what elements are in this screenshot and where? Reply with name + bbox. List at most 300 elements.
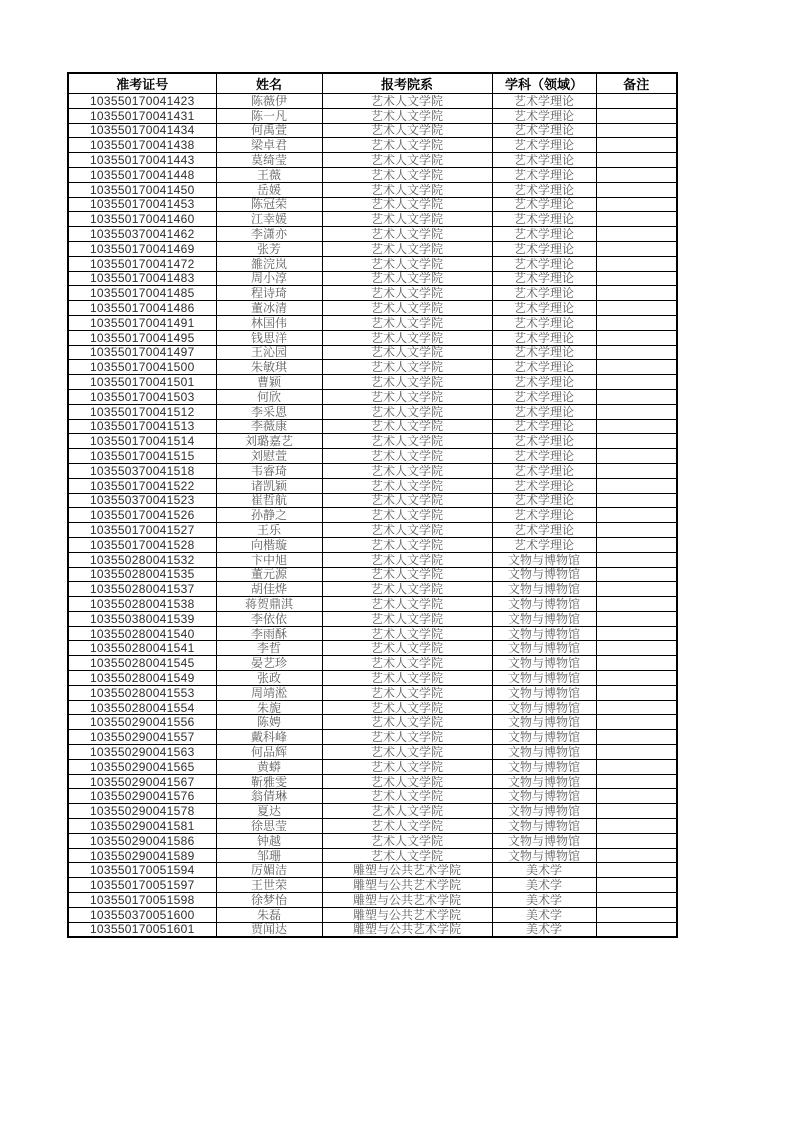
department-cell: 艺术人文学院	[322, 197, 492, 212]
note-cell	[596, 700, 677, 715]
field-cell: 艺术学理论	[492, 167, 596, 182]
name-cell: 钱思洋	[216, 330, 322, 345]
department-cell: 雕塑与公共艺术学院	[322, 863, 492, 878]
note-cell	[596, 671, 677, 686]
ticket-number-cell: 103550170041483	[68, 271, 216, 286]
note-cell	[596, 848, 677, 863]
field-cell: 文物与博物馆	[492, 671, 596, 686]
ticket-number-cell: 103550170041491	[68, 315, 216, 330]
field-cell: 文物与博物馆	[492, 611, 596, 626]
field-cell: 文物与博物馆	[492, 730, 596, 745]
name-cell: 邹珊	[216, 848, 322, 863]
table-row	[68, 315, 677, 330]
name-cell: 王沁园	[216, 345, 322, 360]
note-cell	[596, 611, 677, 626]
table-row	[68, 833, 677, 848]
table-row	[68, 286, 677, 301]
table-row	[68, 375, 677, 390]
name-cell: 李雨酥	[216, 626, 322, 641]
table-row	[68, 345, 677, 360]
header-row	[68, 73, 677, 94]
table-row	[68, 893, 677, 908]
field-cell: 艺术学理论	[492, 108, 596, 123]
name-cell: 李依依	[216, 611, 322, 626]
field-cell: 艺术学理论	[492, 508, 596, 523]
note-cell	[596, 508, 677, 523]
department-cell: 艺术人文学院	[322, 463, 492, 478]
name-cell: 崔哲航	[216, 493, 322, 508]
name-cell: 张芳	[216, 241, 322, 256]
table-row	[68, 227, 677, 242]
name-cell: 梁卓君	[216, 138, 322, 153]
note-cell	[596, 345, 677, 360]
name-cell: 王世荣	[216, 878, 322, 893]
department-cell: 艺术人文学院	[322, 375, 492, 390]
ticket-number-cell: 103550370041523	[68, 493, 216, 508]
department-cell: 艺术人文学院	[322, 523, 492, 538]
header-ticket-number: 准考证号	[68, 73, 216, 94]
ticket-number-cell: 103550290041586	[68, 833, 216, 848]
ticket-number-cell: 103550370051600	[68, 907, 216, 922]
name-cell: 夏达	[216, 804, 322, 819]
field-cell: 艺术学理论	[492, 449, 596, 464]
note-cell	[596, 537, 677, 552]
ticket-number-cell: 103550280041549	[68, 671, 216, 686]
field-cell: 艺术学理论	[492, 256, 596, 271]
note-cell	[596, 315, 677, 330]
table-row	[68, 508, 677, 523]
note-cell	[596, 863, 677, 878]
table-row	[68, 463, 677, 478]
table-row	[68, 167, 677, 182]
field-cell: 艺术学理论	[492, 330, 596, 345]
department-cell: 艺术人文学院	[322, 271, 492, 286]
field-cell: 文物与博物馆	[492, 819, 596, 834]
name-cell: 蒋贺鼎淇	[216, 597, 322, 612]
candidate-roster-table	[67, 72, 678, 938]
ticket-number-cell: 103550170041472	[68, 256, 216, 271]
note-cell	[596, 434, 677, 449]
note-cell	[596, 922, 677, 937]
name-cell: 徐思莹	[216, 819, 322, 834]
ticket-number-cell: 103550170041423	[68, 94, 216, 109]
name-cell: 陈薇伊	[216, 94, 322, 109]
ticket-number-cell: 103550170041443	[68, 153, 216, 168]
table-row	[68, 863, 677, 878]
note-cell	[596, 241, 677, 256]
note-cell	[596, 404, 677, 419]
table-row	[68, 819, 677, 834]
note-cell	[596, 463, 677, 478]
department-cell: 艺术人文学院	[322, 227, 492, 242]
table-row	[68, 789, 677, 804]
ticket-number-cell: 103550170041431	[68, 108, 216, 123]
field-cell: 艺术学理论	[492, 478, 596, 493]
name-cell: 莫绮莹	[216, 153, 322, 168]
table-row	[68, 256, 677, 271]
table-body	[68, 94, 677, 937]
field-cell: 艺术学理论	[492, 463, 596, 478]
field-cell: 艺术学理论	[492, 375, 596, 390]
department-cell: 艺术人文学院	[322, 848, 492, 863]
name-cell: 陈冠荣	[216, 197, 322, 212]
field-cell: 艺术学理论	[492, 404, 596, 419]
ticket-number-cell: 103550290041581	[68, 819, 216, 834]
ticket-number-cell: 103550170051601	[68, 922, 216, 937]
ticket-number-cell: 103550170041503	[68, 389, 216, 404]
table-row	[68, 656, 677, 671]
note-cell	[596, 271, 677, 286]
department-cell: 艺术人文学院	[322, 241, 492, 256]
field-cell: 文物与博物馆	[492, 641, 596, 656]
table-row	[68, 153, 677, 168]
note-cell	[596, 685, 677, 700]
table-row	[68, 241, 677, 256]
department-cell: 艺术人文学院	[322, 774, 492, 789]
note-cell	[596, 227, 677, 242]
name-cell: 何欣	[216, 389, 322, 404]
table-row	[68, 685, 677, 700]
department-cell: 艺术人文学院	[322, 212, 492, 227]
department-cell: 艺术人文学院	[322, 419, 492, 434]
table-row	[68, 700, 677, 715]
department-cell: 艺术人文学院	[322, 611, 492, 626]
name-cell: 曹颖	[216, 375, 322, 390]
table-row	[68, 745, 677, 760]
table-row	[68, 212, 677, 227]
department-cell: 艺术人文学院	[322, 153, 492, 168]
department-cell: 艺术人文学院	[322, 759, 492, 774]
field-cell: 文物与博物馆	[492, 626, 596, 641]
ticket-number-cell: 103550380041539	[68, 611, 216, 626]
note-cell	[596, 523, 677, 538]
department-cell: 艺术人文学院	[322, 819, 492, 834]
field-cell: 文物与博物馆	[492, 759, 596, 774]
department-cell: 艺术人文学院	[322, 685, 492, 700]
name-cell: 程诗琦	[216, 286, 322, 301]
ticket-number-cell: 103550170051597	[68, 878, 216, 893]
table-row	[68, 389, 677, 404]
name-cell: 戴科峰	[216, 730, 322, 745]
field-cell: 美术学	[492, 878, 596, 893]
table-row	[68, 567, 677, 582]
note-cell	[596, 552, 677, 567]
note-cell	[596, 212, 677, 227]
ticket-number-cell: 103550170041522	[68, 478, 216, 493]
note-cell	[596, 301, 677, 316]
name-cell: 韦睿琦	[216, 463, 322, 478]
field-cell: 文物与博物馆	[492, 833, 596, 848]
ticket-number-cell: 103550280041541	[68, 641, 216, 656]
department-cell: 艺术人文学院	[322, 478, 492, 493]
name-cell: 何禹萱	[216, 123, 322, 138]
ticket-number-cell: 103550170041469	[68, 241, 216, 256]
note-cell	[596, 893, 677, 908]
name-cell: 李哲	[216, 641, 322, 656]
ticket-number-cell: 103550170041501	[68, 375, 216, 390]
table-row	[68, 197, 677, 212]
field-cell: 艺术学理论	[492, 94, 596, 109]
field-cell: 艺术学理论	[492, 360, 596, 375]
ticket-number-cell: 103550280041540	[68, 626, 216, 641]
department-cell: 艺术人文学院	[322, 449, 492, 464]
note-cell	[596, 138, 677, 153]
department-cell: 艺术人文学院	[322, 108, 492, 123]
ticket-number-cell: 103550170041512	[68, 404, 216, 419]
ticket-number-cell: 103550170041527	[68, 523, 216, 538]
ticket-number-cell: 103550280041538	[68, 597, 216, 612]
department-cell: 艺术人文学院	[322, 715, 492, 730]
department-cell: 艺术人文学院	[322, 582, 492, 597]
ticket-number-cell: 103550290041567	[68, 774, 216, 789]
table-row	[68, 582, 677, 597]
field-cell: 文物与博物馆	[492, 804, 596, 819]
table-row	[68, 271, 677, 286]
name-cell: 翁倩琳	[216, 789, 322, 804]
note-cell	[596, 153, 677, 168]
name-cell: 李采恩	[216, 404, 322, 419]
name-cell: 李薇康	[216, 419, 322, 434]
note-cell	[596, 360, 677, 375]
name-cell: 王薇	[216, 167, 322, 182]
header-field: 学科（领域）	[492, 73, 596, 94]
ticket-number-cell: 103550170041434	[68, 123, 216, 138]
name-cell: 向楷璇	[216, 537, 322, 552]
field-cell: 艺术学理论	[492, 493, 596, 508]
name-cell: 王乐	[216, 523, 322, 538]
ticket-number-cell: 103550170041460	[68, 212, 216, 227]
department-cell: 艺术人文学院	[322, 833, 492, 848]
table-row	[68, 330, 677, 345]
department-cell: 雕塑与公共艺术学院	[322, 922, 492, 937]
table-row	[68, 878, 677, 893]
ticket-number-cell: 103550290041563	[68, 745, 216, 760]
ticket-number-cell: 103550170041514	[68, 434, 216, 449]
note-cell	[596, 197, 677, 212]
ticket-number-cell: 103550170041528	[68, 537, 216, 552]
department-cell: 艺术人文学院	[322, 330, 492, 345]
department-cell: 艺术人文学院	[322, 360, 492, 375]
department-cell: 艺术人文学院	[322, 567, 492, 582]
table-row	[68, 404, 677, 419]
department-cell: 艺术人文学院	[322, 493, 492, 508]
field-cell: 艺术学理论	[492, 227, 596, 242]
field-cell: 艺术学理论	[492, 301, 596, 316]
name-cell: 朱旎	[216, 700, 322, 715]
name-cell: 江幸媛	[216, 212, 322, 227]
department-cell: 艺术人文学院	[322, 434, 492, 449]
field-cell: 文物与博物馆	[492, 685, 596, 700]
note-cell	[596, 745, 677, 760]
department-cell: 艺术人文学院	[322, 138, 492, 153]
field-cell: 艺术学理论	[492, 271, 596, 286]
table-row	[68, 552, 677, 567]
name-cell: 雒浣岚	[216, 256, 322, 271]
table-row	[68, 123, 677, 138]
department-cell: 艺术人文学院	[322, 301, 492, 316]
field-cell: 艺术学理论	[492, 389, 596, 404]
department-cell: 雕塑与公共艺术学院	[322, 878, 492, 893]
note-cell	[596, 493, 677, 508]
name-cell: 刘璐嘉艺	[216, 434, 322, 449]
table-row	[68, 434, 677, 449]
field-cell: 文物与博物馆	[492, 715, 596, 730]
table-row	[68, 715, 677, 730]
department-cell: 艺术人文学院	[322, 552, 492, 567]
field-cell: 文物与博物馆	[492, 656, 596, 671]
ticket-number-cell: 103550170041438	[68, 138, 216, 153]
ticket-number-cell: 103550290041576	[68, 789, 216, 804]
note-cell	[596, 167, 677, 182]
note-cell	[596, 759, 677, 774]
field-cell: 美术学	[492, 907, 596, 922]
field-cell: 美术学	[492, 893, 596, 908]
table-row	[68, 611, 677, 626]
note-cell	[596, 804, 677, 819]
ticket-number-cell: 103550170041513	[68, 419, 216, 434]
table-row	[68, 730, 677, 745]
department-cell: 艺术人文学院	[322, 789, 492, 804]
name-cell: 董元源	[216, 567, 322, 582]
note-cell	[596, 789, 677, 804]
field-cell: 艺术学理论	[492, 153, 596, 168]
table-row	[68, 537, 677, 552]
field-cell: 文物与博物馆	[492, 567, 596, 582]
field-cell: 文物与博物馆	[492, 597, 596, 612]
ticket-number-cell: 103550280041537	[68, 582, 216, 597]
department-cell: 艺术人文学院	[322, 286, 492, 301]
table-row	[68, 626, 677, 641]
note-cell	[596, 419, 677, 434]
note-cell	[596, 819, 677, 834]
name-cell: 周靖淞	[216, 685, 322, 700]
department-cell: 艺术人文学院	[322, 123, 492, 138]
table-header	[68, 73, 677, 94]
name-cell: 张政	[216, 671, 322, 686]
department-cell: 艺术人文学院	[322, 182, 492, 197]
note-cell	[596, 833, 677, 848]
ticket-number-cell: 103550280041532	[68, 552, 216, 567]
ticket-number-cell: 103550170041485	[68, 286, 216, 301]
field-cell: 艺术学理论	[492, 138, 596, 153]
name-cell: 刘慰萱	[216, 449, 322, 464]
table-row	[68, 523, 677, 538]
department-cell: 艺术人文学院	[322, 389, 492, 404]
note-cell	[596, 182, 677, 197]
field-cell: 艺术学理论	[492, 241, 596, 256]
table-row	[68, 301, 677, 316]
ticket-number-cell: 103550170051598	[68, 893, 216, 908]
note-cell	[596, 286, 677, 301]
table-row	[68, 641, 677, 656]
header-department: 报考院系	[322, 73, 492, 94]
note-cell	[596, 389, 677, 404]
field-cell: 艺术学理论	[492, 434, 596, 449]
department-cell: 艺术人文学院	[322, 700, 492, 715]
ticket-number-cell: 103550170041526	[68, 508, 216, 523]
note-cell	[596, 715, 677, 730]
name-cell: 何品辉	[216, 745, 322, 760]
note-cell	[596, 108, 677, 123]
name-cell: 徐梦怡	[216, 893, 322, 908]
header-name: 姓名	[216, 73, 322, 94]
department-cell: 艺术人文学院	[322, 508, 492, 523]
note-cell	[596, 656, 677, 671]
name-cell: 晏艺珍	[216, 656, 322, 671]
table-row	[68, 759, 677, 774]
ticket-number-cell: 103550280041535	[68, 567, 216, 582]
note-cell	[596, 878, 677, 893]
ticket-number-cell: 103550290041578	[68, 804, 216, 819]
name-cell: 周小淳	[216, 271, 322, 286]
name-cell: 钟越	[216, 833, 322, 848]
field-cell: 艺术学理论	[492, 523, 596, 538]
ticket-number-cell: 103550280041554	[68, 700, 216, 715]
note-cell	[596, 582, 677, 597]
field-cell: 艺术学理论	[492, 315, 596, 330]
note-cell	[596, 567, 677, 582]
department-cell: 艺术人文学院	[322, 404, 492, 419]
field-cell: 艺术学理论	[492, 286, 596, 301]
name-cell: 陈一凡	[216, 108, 322, 123]
name-cell: 朱磊	[216, 907, 322, 922]
field-cell: 艺术学理论	[492, 182, 596, 197]
department-cell: 雕塑与公共艺术学院	[322, 907, 492, 922]
name-cell: 厉媚洁	[216, 863, 322, 878]
name-cell: 李潇亦	[216, 227, 322, 242]
department-cell: 雕塑与公共艺术学院	[322, 893, 492, 908]
name-cell: 靳雅雯	[216, 774, 322, 789]
note-cell	[596, 597, 677, 612]
table-row	[68, 774, 677, 789]
field-cell: 美术学	[492, 922, 596, 937]
table-row	[68, 360, 677, 375]
ticket-number-cell: 103550290041589	[68, 848, 216, 863]
name-cell: 贾闻达	[216, 922, 322, 937]
name-cell: 董冰清	[216, 301, 322, 316]
department-cell: 艺术人文学院	[322, 745, 492, 760]
name-cell: 胡佳烨	[216, 582, 322, 597]
name-cell: 黄蟒	[216, 759, 322, 774]
field-cell: 文物与博物馆	[492, 582, 596, 597]
table-row	[68, 922, 677, 937]
field-cell: 艺术学理论	[492, 212, 596, 227]
table-row	[68, 848, 677, 863]
field-cell: 文物与博物馆	[492, 848, 596, 863]
department-cell: 艺术人文学院	[322, 656, 492, 671]
ticket-number-cell: 103550170041486	[68, 301, 216, 316]
field-cell: 文物与博物馆	[492, 745, 596, 760]
header-note: 备注	[596, 73, 677, 94]
name-cell: 林国伟	[216, 315, 322, 330]
ticket-number-cell: 103550370041518	[68, 463, 216, 478]
table-row	[68, 907, 677, 922]
department-cell: 艺术人文学院	[322, 626, 492, 641]
field-cell: 艺术学理论	[492, 537, 596, 552]
ticket-number-cell: 103550280041553	[68, 685, 216, 700]
name-cell: 诸凯颖	[216, 478, 322, 493]
note-cell	[596, 123, 677, 138]
name-cell: 孙静之	[216, 508, 322, 523]
note-cell	[596, 330, 677, 345]
note-cell	[596, 641, 677, 656]
note-cell	[596, 449, 677, 464]
ticket-number-cell: 103550170041515	[68, 449, 216, 464]
name-cell: 陈娉	[216, 715, 322, 730]
table-row	[68, 182, 677, 197]
field-cell: 文物与博物馆	[492, 700, 596, 715]
field-cell: 艺术学理论	[492, 419, 596, 434]
